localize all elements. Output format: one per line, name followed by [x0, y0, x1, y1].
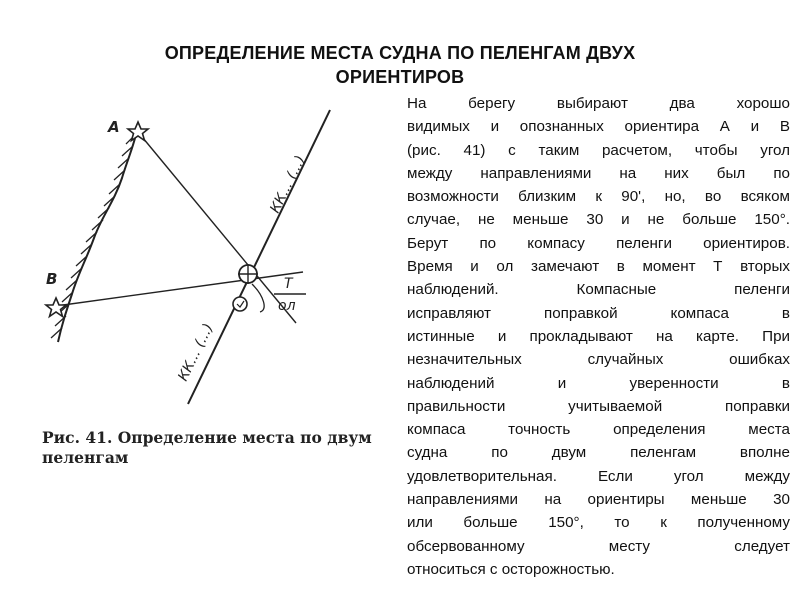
label-course-lower: КК... (...): [175, 321, 217, 384]
body-line: правильности учитываемой поправки: [407, 397, 790, 415]
body-line: случае, не меньше 30 и не больше 150°.: [407, 211, 790, 229]
fix-position-icon: [238, 264, 258, 284]
dead-reckoning-position-icon: [233, 297, 247, 311]
body-line: возможности близким к 90', но, во всяком: [407, 188, 790, 206]
body-text: [407, 92, 790, 581]
body-line: судна по двум пеленгам вполне: [407, 444, 790, 462]
landmark-a-star-icon: [128, 122, 148, 141]
bearings-diagram: [38, 98, 380, 428]
label-landmark-b: B: [46, 270, 58, 288]
body-line: или больше 150°, то к полученному: [407, 514, 790, 532]
body-line: относиться с осторожностью.: [407, 560, 615, 578]
figure-caption: Рис. 41. Определение места по двум пеленгам: [42, 428, 372, 467]
body-line: видимых и опознанных ориентира А и В: [407, 118, 790, 136]
body-line: Берут по компасу пеленги ориентиров.: [407, 234, 790, 252]
body-line: истинные и прокладывают на карте. При: [407, 327, 790, 345]
figure-bearings-diagram: [38, 98, 380, 470]
label-connector: [252, 284, 264, 312]
body-line: между направлениями на них был по: [407, 164, 790, 182]
bearing-line-b: [56, 272, 303, 306]
body-line: наблюдений и уверенности в: [407, 374, 790, 392]
body-line: незначительных случайных ошибках: [407, 351, 790, 369]
body-line: Время и ол замечают в момент Т вторых: [407, 258, 790, 276]
page-title: ОПРЕДЕЛЕНИЕ МЕСТА СУДНА ПО ПЕЛЕНГАМ ДВУХ ОРИЕНТИРОВ: [164, 43, 636, 87]
body-line: обсервованному месту следует: [407, 537, 790, 555]
body-line: компаса точность определения места: [407, 421, 790, 439]
body-line: наблюдений. Компасные пеленги: [407, 281, 790, 299]
body-line: (рис. 41) с таким расчетом, чтобы угол: [407, 141, 790, 159]
course-line: [188, 110, 330, 404]
body-line: направлениями на ориентиры меньше 30: [407, 491, 790, 509]
body-line: На берегу выбирают два хорошо: [407, 95, 790, 112]
label-t: Т: [284, 276, 293, 292]
label-course-upper: КК... (...): [267, 153, 309, 216]
label-ol: ол: [278, 298, 296, 314]
body-line: удовлетворительная. Если угол между: [407, 467, 790, 485]
body-line: исправляют поправкой компаса в: [407, 304, 790, 322]
label-landmark-a: A: [108, 118, 120, 136]
coastline: [58, 126, 138, 342]
